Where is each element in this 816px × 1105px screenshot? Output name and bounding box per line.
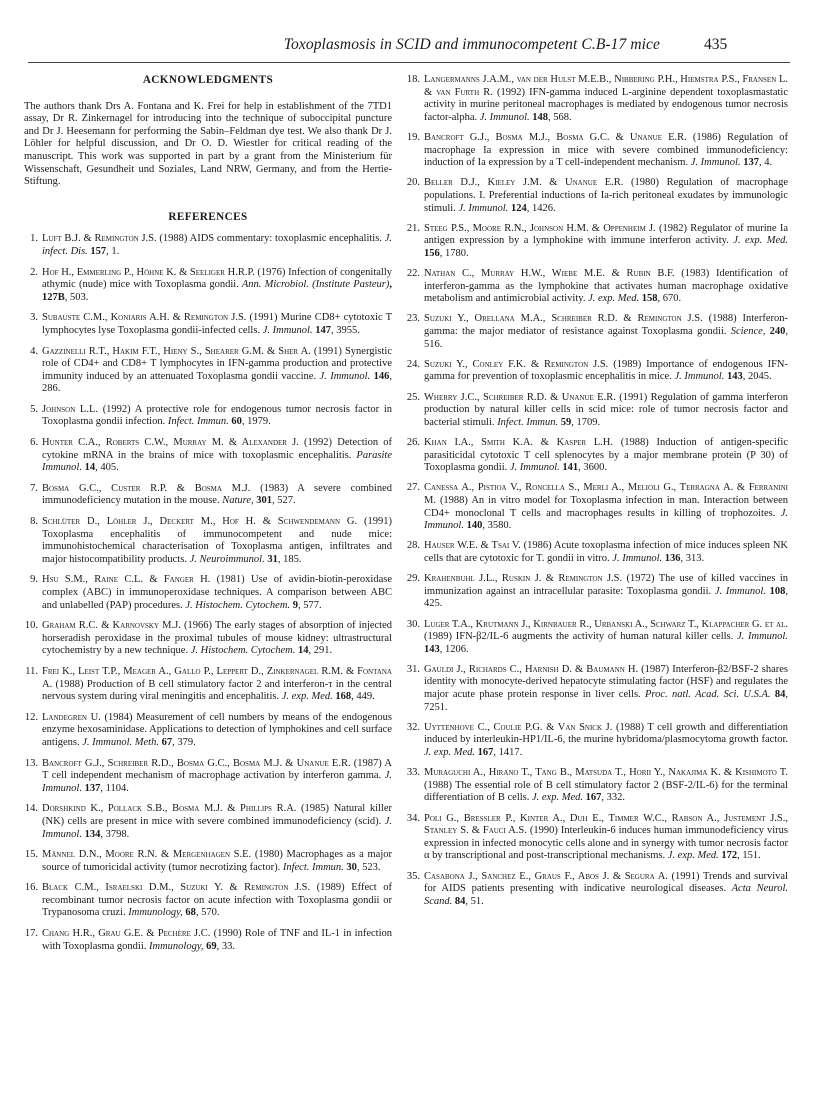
reference-year: (1991)	[310, 345, 345, 357]
reference-pages: , 405.	[95, 462, 119, 474]
reference-number: 23.	[406, 313, 420, 325]
reference-list-right	[404, 74, 788, 908]
reference-title: IFN-gamma induced L-arginine dependent toxoplasmastatic activity in murine peritoneal macrophages is mediated by endogenous tumor necrosis factor-alpha.	[424, 86, 788, 123]
reference-volume: 60	[228, 416, 242, 428]
reference-number: 2.	[30, 266, 38, 278]
reference-item	[404, 74, 788, 124]
reference-title: A T cell independent mechanism of macrophage activation by interferon gamma.	[42, 757, 392, 782]
reference-year: (1988)	[52, 678, 87, 690]
reference-title: Regulator of murine Ia antigen expression by a lymphokine with immune interferon activity.	[424, 222, 788, 247]
reference-number: 34.	[406, 812, 420, 824]
reference-authors: Luger T.A., Krutmann J., Kirnbauer R., Urbanski A., Schwarz T., Klappacher G. et al.	[424, 618, 788, 630]
reference-pages: , 523.	[356, 861, 381, 873]
reference-year: (1980)	[623, 177, 667, 189]
reference-authors: Hunter C.A., Roberts C.W., Murray M. & Alexander J.	[42, 437, 299, 449]
reference-authors: Casabona J., Sanchez E., Graus F., Abos J. & Segura A.	[424, 870, 668, 882]
reference-year: (1988)	[424, 779, 456, 791]
reference-volume: 59	[558, 416, 572, 428]
reference-volume: 156	[424, 247, 440, 259]
reference-authors: Bosma G.C., Custer R.P. & Bosma M.J.	[42, 482, 251, 494]
reference-journal: J. Immunol.	[507, 462, 560, 474]
reference-pages: , 51.	[465, 895, 484, 907]
reference-number: 8.	[30, 516, 38, 528]
reference-volume: 136	[662, 552, 681, 564]
reference-volume: 140	[463, 520, 483, 532]
reference-volume: 158	[639, 293, 658, 305]
reference-journal: J. Immunol.	[316, 370, 371, 382]
reference-title: Effect of recombinant tumor necrosis factor on acute infection with Toxoplasma gondii or Trypanosoma cruzi.	[42, 882, 393, 919]
reference-title: IFN-β2/IL-6 augments the activity of human natural killer cells.	[455, 631, 734, 643]
reference-number: 30.	[406, 618, 420, 630]
reference-year: (1991)	[667, 870, 703, 882]
reference-item	[404, 268, 788, 306]
running-header	[0, 0, 816, 60]
reference-pages: , 527.	[272, 495, 296, 507]
reference-title: Acute toxoplasma infection of mice induces spleen NK cells that are cytotoxic for T. gondii in vitro.	[424, 540, 789, 564]
reference-year: (1992)	[98, 403, 135, 415]
reference-journal: J. Immunol.	[260, 324, 313, 336]
reference-volume: 124	[508, 202, 527, 214]
reference-authors: Chang H.R., Grau G.E. & Pechère J.C.	[42, 928, 211, 940]
reference-item	[24, 882, 392, 920]
reference-title: Murine CD8+ cytotoxic T lymphocytes lyse Toxoplasma gondii-infected cells.	[42, 312, 392, 336]
reference-authors: Dorshkind K., Pollack S.B., Bosma M.J. & Phillips R.A.	[42, 803, 297, 815]
reference-year: (1982)	[655, 222, 691, 234]
reference-journal: J. Immunol. Meth.	[79, 736, 159, 748]
reference-title: Infection of congenitally athymic (nude) mice with Toxoplasma gondii.	[42, 266, 392, 291]
reference-item	[24, 620, 392, 658]
reference-title: Production of B cell stimulatory factor 2 and interferon-τ in the central nervous system during viral meningitis and encephalitis.	[42, 678, 392, 703]
reference-year: (1988)	[612, 721, 648, 733]
reference-authors: Langermanns J.A.M., van der Hulst M.E.B., Nibbering P.H., Hiemstra P.S., Fransen L. & van Furth R.	[424, 74, 788, 98]
reference-authors: Poli G., Bressler P., Kinter A., Duh E., Timmer W.C., Rabson A., Justement J.S., Stanley S. & Fauci A.S.	[424, 812, 788, 837]
reference-number: 10.	[24, 620, 38, 632]
reference-volume: 168	[332, 691, 352, 703]
reference-authors: Beller D.J., Kieley J.M. & Unanue E.R.	[424, 177, 624, 189]
reference-authors: Canessa A., Pistioa V., Roncella S., Merli A., Melioli G., Terragna A. & Ferranini M.	[424, 482, 788, 506]
reference-pages: , 570.	[195, 907, 220, 919]
reference-journal: Infect. Immun.	[165, 416, 229, 428]
reference-volume: 14	[295, 645, 309, 657]
reference-year: (1983)	[250, 482, 298, 494]
reference-year: (1987)	[638, 663, 673, 675]
reference-title: The early stages of absorption of injected horseradish peroxidase in the proximal tubules of mouse kidney: ultrastructural cytochemistry by a new technique.	[42, 620, 393, 657]
reference-title: Interferon-β2/BSF-2 shares identity with monocyte-derived hepatocyte stimulating factor (HSF) and regulates the major acute phase protein response in liver cells.	[424, 663, 789, 701]
reference-volume: 9	[290, 599, 298, 611]
reference-authors: Hsu S.M., Raine C.L. & Fanger H.	[42, 574, 211, 586]
reference-item	[404, 223, 788, 261]
reference-volume: 167	[475, 747, 494, 759]
reference-volume: , 127B	[42, 279, 392, 303]
reference-year: (1989)	[608, 358, 647, 370]
reference-volume: 68	[182, 907, 196, 919]
reference-volume: 108	[765, 585, 786, 597]
reference-number: 15.	[24, 849, 38, 861]
reference-title: Use of avidin-biotin-peroxidase complex (ABC) in immunoperoxidase techniques. A comparison between ABC and unlabelled (PAP) procedures.	[42, 574, 393, 611]
left-column	[24, 74, 392, 961]
reference-volume: 172	[718, 850, 738, 862]
reference-year: (1984)	[100, 711, 137, 723]
reference-volume: 157	[87, 245, 107, 257]
reference-number: 29.	[406, 573, 420, 585]
reference-item	[24, 516, 392, 566]
reference-authors: Khan I.A., Smith K.A. & Kasper L.H.	[424, 437, 614, 448]
reference-title: Induction of antigen-specific parasiticidal cytotoxic T cell splenocytes by a major membrane protein (P 30) of Toxoplasma gondii.	[424, 437, 788, 474]
reference-pages: , 291.	[308, 645, 333, 657]
reference-title: Regulation of gamma interferon production by natural killer cells in scid mice: role of tumor necrosis factor and bacterial stimuli.	[424, 391, 789, 428]
reference-year: (1987)	[350, 757, 385, 769]
reference-item	[404, 540, 788, 565]
reference-title: A severe combined immunodeficiency mutation in the mouse.	[42, 482, 392, 507]
reference-volume: 143	[424, 643, 440, 655]
reference-volume: 84	[770, 689, 786, 701]
reference-authors: Bancroft G.J., Bosma M.J., Bosma G.C. & Unanue E.R.	[424, 131, 687, 143]
reference-item	[404, 359, 788, 384]
reference-year: (1980)	[251, 849, 287, 861]
reference-number: 26.	[406, 437, 420, 448]
reference-item	[24, 346, 392, 396]
reference-volume: 134	[81, 828, 101, 840]
reference-authors: Black C.M., Israelski D.M., Suzuki Y. & Remington J.S.	[42, 882, 311, 894]
reference-pages: , 1.	[106, 245, 120, 257]
reference-title: Identification of interferon-gamma as the lymphokine that activates human macrophage oxidative metabolism and antimicrobial activity.	[424, 268, 788, 305]
reference-pages: , 1426.	[526, 202, 556, 214]
reference-pages: , 3798.	[100, 828, 130, 840]
reference-journal: J. Immunol.	[609, 552, 663, 564]
reference-volume: 146	[370, 370, 390, 382]
reference-title: Measurement of cell numbers by means of the endogenous enzyme hexosaminidase. Applications to detection of lymphokines and cell surface antigens.	[42, 711, 392, 748]
running-title: Toxoplasmosis in SCID and immunocompetent C.B-17 mice	[283, 36, 660, 53]
reference-year: (1989)	[310, 882, 352, 894]
reference-title: Macrophages as a major source of tumoricidal activity (tumor necrotizing factor).	[42, 849, 393, 873]
reference-journal: J. exp. Med.	[728, 235, 789, 247]
reference-year: (1988)	[702, 313, 743, 325]
reference-authors: Hauser W.E. & Tsai V.	[424, 540, 521, 552]
reference-volume: 167	[583, 792, 602, 804]
reference-item	[404, 573, 788, 611]
reference-pages: , 1780.	[439, 247, 469, 259]
reference-title: Trends and survival for AIDS patients presenting with indicative neurological diseases.	[424, 870, 788, 895]
reference-journal: J. exp. Med.	[529, 792, 583, 804]
reference-journal: Immunology,	[146, 940, 204, 952]
reference-year: (1976)	[254, 266, 289, 278]
reference-item	[404, 813, 788, 863]
reference-title: AIDS commentary: toxoplasmic encephalitis.	[189, 233, 382, 245]
reference-volume: 143	[724, 371, 743, 383]
reference-number: 4.	[30, 345, 38, 357]
reference-year: (1988)	[435, 494, 472, 506]
reference-item	[24, 849, 392, 874]
reference-journal: J. Immunol.	[477, 111, 530, 123]
reference-authors: Graham R.C. & Karnovsky M.J.	[42, 620, 181, 632]
reference-title: The use of killed vaccines in immunization against an intracellular parasite: Toxoplasma gondii.	[424, 573, 788, 597]
reference-journal: J. exp. Med.	[665, 850, 719, 862]
reference-journal: Infect. Immun.	[280, 861, 344, 873]
reference-journal: J. Immunol.	[42, 770, 392, 794]
reference-number: 18.	[406, 74, 420, 85]
reference-number: 20.	[406, 177, 420, 189]
reference-pages: , 2045.	[742, 371, 772, 383]
reference-pages: , 1709.	[571, 416, 601, 428]
reference-volume: 148	[529, 111, 549, 123]
reference-pages: , 516.	[424, 326, 788, 350]
reference-year: (1988)	[156, 233, 190, 245]
reference-item	[24, 483, 392, 508]
reference-volume: 240	[765, 326, 786, 338]
reference-authors: Nathan C., Murray H.W., Wiebe M.E. & Rubin B.F.	[424, 268, 675, 280]
reference-authors: Muraguchi A., Hirano T., Tang B., Matsuda T., Horii Y., Nakajima K. & Kishimoto T.	[424, 767, 788, 779]
reference-year: (1991)	[615, 391, 651, 403]
reference-journal: J. Immunol.	[42, 815, 392, 840]
reference-volume: 30	[343, 861, 357, 873]
reference-year: (1972)	[622, 573, 659, 585]
reference-item	[24, 666, 392, 704]
reference-number: 24.	[406, 358, 420, 370]
reference-pages: , 449.	[351, 691, 375, 703]
reference-year: (1991)	[357, 516, 392, 528]
reference-item	[404, 767, 788, 805]
reference-volume: 141	[559, 462, 579, 474]
reference-title: Role of TNF and IL-1 in infection with Toxoplasma gondii.	[42, 928, 392, 952]
reference-journal: Infect. Immun.	[494, 416, 559, 428]
reference-journal: J. Immunol.	[424, 507, 789, 532]
reference-year: (1985)	[296, 803, 334, 815]
reference-year: (1981)	[210, 574, 252, 586]
reference-authors: Suzuki Y., Orellana M.A., Schreiber R.D. & Remington J.S.	[424, 313, 703, 325]
reference-volume: 31	[264, 553, 278, 565]
reference-title: T cell growth and differentiation induced by interleukin-HP1/IL-6, the murine hybridoma/plasmocytoma growth factor.	[424, 721, 788, 746]
acknowledgments-text: The authors thank Drs A. Fontana and K. Frei for help in establishment of the 7TD1 assay, Dr R. Zinkernagel for introducing into the technique of suboccipital puncture and Dr J. Heesemann for performing the Sabin–Feldman dye test. We also thank Dr J. Löhler for helpful discussion, and Dr O. D. Wiestler for critical reading of the manuscript. This work was supported in part by a grant from the Ministerium für Wissenschaft, Gesundheit und Soziales, Land NRW, Germany, and from the Hertie-Stiftung.	[24, 100, 392, 188]
reference-volume: 84	[452, 895, 466, 907]
reference-item	[404, 619, 788, 657]
right-column	[404, 74, 788, 916]
reference-journal: Acta Neurol. Scand.	[424, 883, 788, 907]
reference-number: 11.	[25, 665, 38, 677]
reference-year: (1986)	[686, 131, 728, 143]
reference-item	[24, 437, 392, 475]
reference-authors: Krahenbuhl J.L., Ruskin J. & Remington J.S.	[424, 573, 623, 585]
reference-pages: , 33.	[216, 940, 236, 952]
reference-pages: , 670.	[657, 293, 682, 305]
reference-journal: J. infect. Dis.	[42, 233, 392, 257]
reference-pages: , 7251.	[424, 689, 788, 713]
reference-journal: J. exp. Med.	[585, 293, 640, 305]
reference-item	[404, 437, 788, 475]
reference-year: (1992)	[492, 86, 530, 98]
reference-title: Toxoplasma encephalitis of immunocompetent and nude mice: immunohistochemical characterisation of Toxoplasma antigen, infiltrates and major histocompatibility products.	[42, 528, 392, 565]
reference-number: 21.	[406, 222, 420, 234]
reference-volume: 137	[81, 782, 101, 794]
reference-year: (1990)	[210, 928, 245, 940]
reference-number: 7.	[30, 482, 38, 494]
reference-journal: J. exp. Med.	[279, 691, 333, 703]
reference-journal: Nature,	[219, 495, 254, 507]
reference-pages: , 568.	[548, 111, 572, 123]
reference-pages: , 4.	[758, 157, 773, 169]
reference-pages: , 1417.	[493, 747, 523, 759]
reference-item	[24, 404, 392, 429]
reference-volume: 137	[740, 157, 759, 169]
reference-year: (1990)	[526, 825, 561, 837]
reference-item	[404, 132, 788, 170]
reference-pages: , 185.	[277, 553, 302, 565]
reference-item	[24, 233, 392, 258]
reference-authors: Hof H., Emmerling P., Höhne K. & Seeliger H.R.P.	[42, 266, 255, 278]
reference-item	[24, 712, 392, 750]
reference-number: 28.	[406, 540, 420, 552]
reference-journal: Parasite Immunol.	[42, 449, 392, 474]
reference-pages: , 3955.	[330, 324, 360, 336]
reference-title: Regulation of macrophage Ia expression in mice with severe combined immunodeficiency: induction of Ia expression by a T cell-independent mechanism.	[424, 131, 789, 169]
reference-volume: 67	[158, 736, 173, 748]
reference-authors: Subauste C.M., Koniaris A.H. & Remington J.S.	[42, 312, 247, 324]
reference-authors: Frei K., Leist T.P., Meager A., Gallo P., Leppert D., Zinkernagel R.M. & Fontana A.	[42, 665, 392, 690]
reference-pages: , 286.	[42, 370, 392, 395]
reference-year: (1988)	[613, 437, 657, 448]
reference-number: 32.	[406, 721, 420, 733]
reference-volume: 69	[203, 940, 217, 952]
reference-year: (1966)	[180, 620, 216, 632]
reference-number: 35.	[406, 870, 420, 882]
reference-item	[404, 722, 788, 760]
reference-item	[24, 758, 392, 796]
reference-item	[404, 871, 788, 909]
reference-journal: J. exp. Med.	[424, 747, 476, 759]
reference-pages: , 577.	[297, 599, 322, 611]
reference-number: 17.	[24, 928, 38, 940]
reference-pages: , 1979.	[241, 416, 271, 428]
reference-item	[404, 313, 788, 351]
reference-year: (1989)	[424, 631, 456, 643]
reference-journal: J. Histochem. Cytochem.	[188, 645, 296, 657]
reference-title: Natural killer (NK) cells are present in mice with severe combined immunodeficiency (scid).	[42, 803, 392, 827]
reference-number: 33.	[406, 767, 420, 779]
reference-list-left	[24, 233, 392, 953]
reference-authors: Johnson L.L.	[42, 403, 99, 415]
reference-authors: Männel D.N., Moore R.N. & Mergenhagen S.E.	[42, 849, 252, 861]
reference-number: 19.	[406, 131, 420, 143]
reference-authors: Suzuki Y., Conley F.K. & Remington J.S.	[424, 358, 609, 370]
reference-number: 25.	[406, 391, 420, 403]
reference-title: Synergistic role of CD4+ and CD8+ T lymphocytes in IFN-gamma production and protective immunity induced by an attenuated Toxoplasma gondii vaccine.	[42, 345, 392, 382]
reference-number: 14.	[24, 803, 38, 815]
reference-title: Interleukin-6 induces human immunodeficiency virus expression in infected monocytic cells alone and in synergy with tumor necrosis factor α by transcriptional and post-transcriptional mechanisms.	[424, 825, 788, 862]
reference-number: 31.	[406, 663, 420, 675]
reference-journal: J. Immunol.	[688, 157, 741, 169]
reference-item	[24, 574, 392, 612]
reference-volume: 14	[81, 462, 96, 474]
reference-year: (1992)	[298, 437, 338, 449]
reference-pages: , 3580.	[482, 520, 512, 532]
reference-title: Detection of cytokine mRNA in the brains of mice with toxoplasmic encephalitis.	[42, 437, 392, 461]
reference-pages: , 3600.	[578, 462, 608, 474]
reference-item	[404, 177, 788, 215]
reference-pages: , 151.	[737, 850, 761, 862]
reference-title: Importance of endogenous IFN-gamma for prevention of toxoplasmic encephalitis in mice.	[424, 358, 788, 383]
reference-authors: Bancroft G.J., Schreiber R.D., Bosma G.C., Bosma M.J. & Unanue E.R.	[42, 757, 351, 769]
reference-pages: , 313.	[680, 552, 705, 564]
reference-authors: Schlüter D., Löhler J., Deckert M., Hof H. & Schwendemann G.	[42, 516, 358, 528]
reference-authors: Gazzinelli R.T., Hakim F.T., Hieny S., Shearer G.M. & Sher A.	[42, 345, 311, 357]
reference-number: 16.	[24, 882, 38, 894]
reference-title: A protective role for endogenous tumor necrosis factor in Toxoplasma gondii infection.	[42, 403, 392, 428]
reference-title: The essential role of B cell stimulatory factor 2 (BSF-2/IL-6) for the terminal differentiation of B cells.	[424, 779, 788, 804]
reference-volume: 301	[253, 495, 272, 507]
reference-item	[24, 267, 392, 305]
references-heading: REFERENCES	[168, 210, 248, 223]
reference-number: 9.	[30, 574, 38, 586]
reference-number: 6.	[30, 437, 38, 449]
reference-journal: Proc. natl. Acad. Sci. U.S.A.	[640, 689, 771, 701]
reference-journal: J. Histochem. Cytochem.	[182, 599, 291, 611]
reference-authors: Steeg P.S., Moore R.N., Johnson H.M. & Oppenheim J.	[424, 222, 656, 234]
reference-journal: J. Immunol.	[671, 371, 725, 383]
page-number: 435	[704, 36, 728, 53]
reference-year: (1991)	[246, 312, 281, 324]
reference-number: 3.	[30, 312, 38, 324]
reference-item	[24, 928, 392, 953]
reference-journal: Ann. Microbiol. (Institute Pasteur)	[238, 279, 390, 291]
reference-number: 12.	[24, 711, 38, 723]
reference-pages: , 503.	[64, 291, 89, 303]
reference-title: Regulation of macrophage populations. I. Preferential inductions of Ia-rich peritoneal exudates by immunologic stimuli.	[424, 177, 788, 214]
reference-authors: Uyttenhove C., Coulie P.G. & Van Snick J.	[424, 721, 613, 733]
reference-journal: J. Immunol.	[455, 202, 509, 214]
reference-number: 5.	[30, 403, 38, 415]
reference-journal: J. Neuroimmunol.	[186, 553, 265, 565]
reference-authors: Wherry J.C., Schreiber R.D. & Unanue E.R.	[424, 391, 616, 403]
reference-item	[24, 312, 392, 337]
reference-item	[404, 664, 788, 714]
reference-item	[404, 392, 788, 430]
reference-pages: , 379.	[172, 736, 196, 748]
reference-journal: J. Immunol.	[711, 585, 766, 597]
reference-pages: , 332.	[601, 792, 625, 804]
reference-year: (1986)	[520, 540, 554, 552]
reference-title: An in vitro model for Toxoplasma infection in man. Interaction between CD4+ monoclonal T cells and macrophages results in killing of trophozoites.	[424, 494, 788, 519]
reference-pages: , 1104.	[100, 782, 129, 794]
reference-volume: 147	[312, 324, 331, 336]
reference-number: 1.	[30, 233, 38, 245]
header-rule	[28, 62, 790, 63]
reference-number: 27.	[406, 482, 420, 494]
reference-journal: J. Immunol.	[733, 631, 788, 643]
reference-title: Interferon-gamma: the major mediator of resistance against Toxoplasma gondii.	[424, 313, 788, 338]
reference-year: (1983)	[674, 268, 716, 280]
reference-number: 13.	[24, 757, 38, 769]
reference-authors: Luft B.J. & Remington J.S.	[42, 233, 157, 245]
reference-authors: Landegren U.	[42, 711, 101, 723]
reference-pages: , 425.	[424, 585, 789, 610]
reference-number: 22.	[406, 268, 420, 280]
reference-authors: Gauldi J., Richards C., Harnish D. & Baumann H.	[424, 663, 639, 675]
acknowledgments-heading: ACKNOWLEDGMENTS	[142, 74, 274, 86]
reference-item	[24, 803, 392, 841]
reference-journal: Science,	[726, 326, 766, 338]
reference-pages: , 1206.	[439, 643, 469, 655]
reference-journal: Immunology,	[125, 907, 183, 919]
reference-item	[404, 482, 788, 532]
